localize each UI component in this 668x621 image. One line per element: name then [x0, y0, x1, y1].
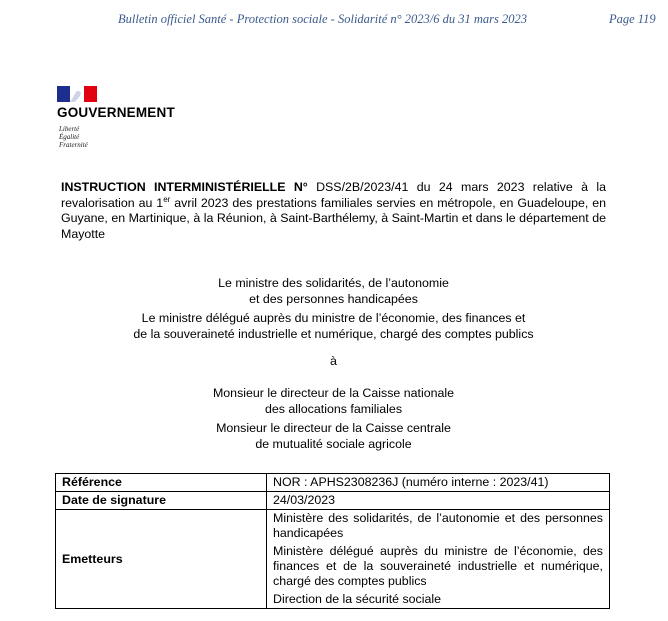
motto-egalite: Égalité — [59, 133, 80, 141]
recipient-line: Monsieur le directeur de la Caisse centrale — [216, 421, 451, 435]
recipient-line: Monsieur le directeur de la Caisse nationale — [212, 386, 455, 400]
page-number: Page 119 — [609, 12, 656, 26]
table-row — [56, 510, 610, 609]
sender-line: de la souveraineté industrielle et numérique, chargé des comptes publics — [133, 326, 534, 341]
signature-date-value: 24/03/2023 — [267, 492, 610, 510]
recipient-2 — [61, 421, 606, 452]
emitter-item: Direction de la sécurité sociale — [273, 592, 442, 606]
addressee-word: à — [330, 354, 337, 368]
reference-label: Référence — [56, 474, 267, 492]
emitters-label: Emetteurs — [56, 510, 267, 609]
marianne-flag-icon — [57, 86, 97, 102]
marianne-profile-icon — [57, 86, 97, 102]
bulletin-title: Bulletin officiel Santé - Protection sociale - Solidarité n° 2023/6 du 31 mars 2023 — [118, 12, 527, 26]
instruction-sup: er — [163, 194, 171, 204]
running-header — [0, 12, 668, 30]
instruction-title: INSTRUCTION INTERMINISTÉRIELLE N° — [61, 180, 308, 194]
sender-line: et des personnes handicapées — [249, 291, 418, 306]
table-row — [56, 474, 610, 492]
government-name: GOUVERNEMENT — [57, 105, 175, 120]
instruction-heading — [61, 180, 606, 242]
sender-line: Le ministre des solidarités, de l’autonomie — [218, 276, 449, 290]
table-row — [56, 492, 610, 510]
sender-1 — [61, 276, 606, 307]
government-logo — [57, 86, 197, 156]
motto-liberte: Liberté — [59, 125, 80, 133]
sender-2 — [61, 311, 606, 342]
emitter-item: Ministère des solidarités, de l’autonomie et des personnes handicapées — [273, 511, 603, 540]
emitter-item: Ministère délégué auprès du ministre de l’économie, des finances et de la souveraineté industrielle et numérique, chargé des comptes publics — [273, 544, 603, 588]
recipient-line: de mutualité sociale agricole — [255, 436, 412, 451]
signature-date-label: Date de signature — [56, 492, 267, 510]
reference-value: NOR : APHS2308236J (numéro interne : 2023/41) — [267, 474, 610, 492]
instruction-text-1: DSS/2B/2023/41 du 24 mars 2023 relative à la revalorisation au 1 — [61, 180, 606, 210]
motto-fraternite: Fraternité — [59, 141, 88, 149]
metadata-table — [55, 473, 610, 609]
emitters-value — [267, 510, 610, 609]
recipient-1 — [61, 386, 606, 417]
sender-line: Le ministre délégué auprès du ministre de l’économie, des finances et — [141, 311, 526, 325]
recipient-line: des allocations familiales — [264, 401, 403, 416]
instruction-text-2: avril 2023 des prestations familiales servies en métropole, en Guadeloupe, en Guyane, en Martinique, à la Réunion, à Saint-Barthélemy, à Saint-Martin et dans le département de Mayotte — [61, 195, 607, 241]
